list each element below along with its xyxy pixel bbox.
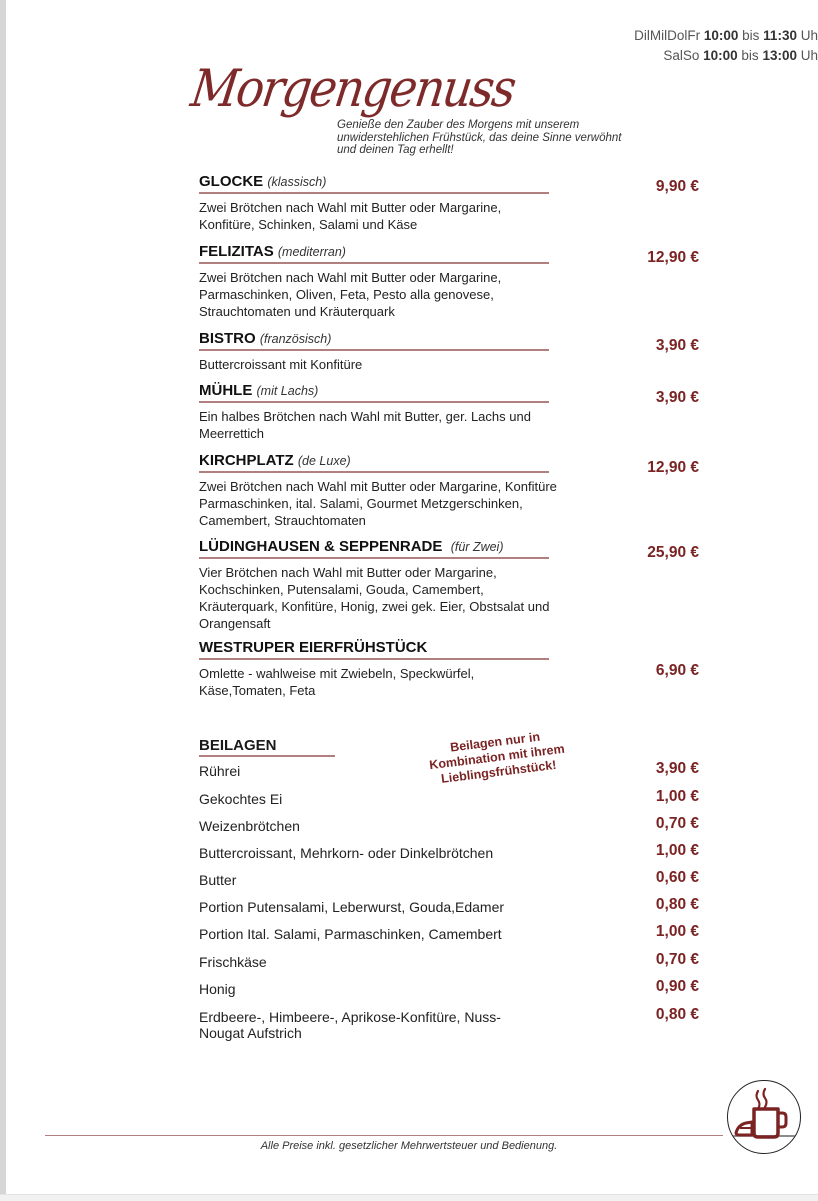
side-item <box>199 951 699 970</box>
side-item-name: Butter <box>199 872 237 888</box>
menu-item <box>199 243 699 320</box>
hours-weekend <box>634 46 818 66</box>
page-title: Morgengenuss <box>187 58 519 119</box>
menu-item-header <box>199 243 549 264</box>
time-to: 13:00 <box>762 48 797 63</box>
side-item-name: Frischkäse <box>199 954 267 970</box>
menu-item-header <box>199 173 549 194</box>
menu-item-subtitle: (französisch) <box>259 332 332 346</box>
menu-item-header <box>199 382 549 403</box>
menu-item-price: 9,90 € <box>655 178 699 195</box>
menu-item-price: 12,90 € <box>647 249 699 266</box>
side-item-price: 0,80 € <box>655 1006 699 1023</box>
side-item <box>199 978 699 997</box>
menu-item-description: Vier Brötchen nach Wahl mit Butter oder Margarine, Kochschinken, Putensalami, Gouda, Camembert, Kräuterquark, Konfitüre, Honig, zwei gek. Eier, Obstsalat und Orangensaft <box>199 565 550 631</box>
time-unit: Uh <box>800 48 818 63</box>
footer-note: Alle Preise inkl. gesetzlicher Mehrwertsteuer und Bedienung. <box>260 1140 558 1152</box>
side-item <box>199 1006 699 1041</box>
side-item <box>199 923 699 942</box>
side-item <box>199 815 699 834</box>
hours-weekdays <box>634 26 818 46</box>
side-item-price: 1,00 € <box>655 923 699 940</box>
side-item <box>199 760 699 779</box>
time-from: 10:00 <box>703 28 739 43</box>
menu-item-subtitle: (de Luxe) <box>297 454 351 468</box>
side-item-name: Rührei <box>199 763 241 779</box>
side-item <box>199 869 699 888</box>
menu-item-header <box>199 330 549 351</box>
menu-item-description: Omlette - wahlweise mit Zwiebeln, Speckwürfel, Käse,Tomaten, Feta <box>199 666 475 698</box>
menu-item-name: LÜDINGHAUSEN & SEPPENRADE <box>199 538 443 555</box>
menu-item-subtitle: (mediterran) <box>277 245 346 259</box>
menu-item-price: 12,90 € <box>647 459 699 476</box>
menu-item-price: 6,90 € <box>655 662 699 679</box>
time-unit: Uh <box>800 28 818 43</box>
menu-item-name: GLOCKE <box>199 173 264 190</box>
menu-item-header <box>199 538 549 559</box>
side-item-name: Erdbeere-, Himbeere-, Aprikose-Konfitüre, Nuss-Nougat Aufstrich <box>199 1009 501 1041</box>
menu-item <box>199 639 699 699</box>
time-from: 10:00 <box>703 48 738 63</box>
side-item-price: 1,00 € <box>655 788 699 805</box>
menu-item-header <box>199 639 549 660</box>
days-label: SalSo <box>663 48 700 63</box>
side-item-name: Portion Putensalami, Leberwurst, Gouda,Edamer <box>199 899 505 915</box>
side-item-name: Gekochtes Ei <box>199 791 283 807</box>
footer-divider <box>45 1135 723 1136</box>
side-item-name: Weizenbrötchen <box>199 818 300 834</box>
menu-item-name: MÜHLE <box>199 382 253 399</box>
menu-item-subtitle: (klassisch) <box>267 175 327 189</box>
side-item <box>199 896 699 915</box>
sides-heading: BEILAGEN <box>199 737 335 757</box>
days-label: DilMilDolFr <box>634 28 701 43</box>
menu-item <box>199 382 699 442</box>
menu-item-price: 25,90 € <box>647 544 699 561</box>
sides-note-stamp: Beilagen nur in Kombination mit ihrem Lieblingsfrühstück! <box>428 729 566 786</box>
menu-item <box>199 330 699 373</box>
menu-item-description: Ein halbes Brötchen nach Wahl mit Butter, ger. Lachs und Meerrettich <box>199 409 531 441</box>
side-item-name: Honig <box>199 981 236 997</box>
tagline: Genieße den Zauber des Morgens mit unserem unwiderstehlichen Frühstück, das deine Sinne verwöhnt und deinen Tag erhellt! <box>337 119 622 156</box>
left-page-edge <box>0 0 6 1200</box>
menu-item-description: Zwei Brötchen nach Wahl mit Butter oder Margarine, Konfitüre, Schinken, Salami und Käse <box>199 200 502 232</box>
side-item-price: 0,60 € <box>655 869 699 886</box>
menu-item-name: FELIZITAS <box>199 243 274 260</box>
side-item-name: Portion Ital. Salami, Parmaschinken, Camembert <box>199 926 502 942</box>
side-item-price: 0,90 € <box>655 978 699 995</box>
side-item-price: 0,70 € <box>655 951 699 968</box>
opening-hours <box>634 26 818 66</box>
side-item <box>199 842 699 861</box>
side-item-price: 3,90 € <box>655 760 699 777</box>
menu-item-name: KIRCHPLATZ <box>199 452 294 469</box>
menu-item-subtitle: (mit Lachs) <box>256 384 319 398</box>
side-item-name: Buttercroissant, Mehrkorn- oder Dinkelbrötchen <box>199 845 494 861</box>
menu-item-description: Buttercroissant mit Konfitüre <box>199 357 363 372</box>
menu-item-header <box>199 452 549 473</box>
menu-item-price: 3,90 € <box>655 337 699 354</box>
menu-item <box>199 452 699 529</box>
menu-item-price: 3,90 € <box>655 389 699 406</box>
menu-item <box>199 173 699 233</box>
side-item-price: 1,00 € <box>655 842 699 859</box>
side-item-price: 0,80 € <box>655 896 699 913</box>
menu-item-description: Zwei Brötchen nach Wahl mit Butter oder Margarine, Konfitüre Parmaschinken, ital. Salami, Gourmet Metzgerschinken, Camembert, Strauchtomaten <box>199 479 557 528</box>
menu-item-name: WESTRUPER EIERFRÜHSTÜCK <box>199 639 428 656</box>
time-to: 11:30 <box>763 28 797 43</box>
side-item-price: 0,70 € <box>655 815 699 832</box>
menu-item <box>199 538 699 632</box>
side-item <box>199 788 699 807</box>
time-sep: bis <box>741 48 759 63</box>
menu-item-subtitle: (für Zwei) <box>450 540 504 554</box>
menu-item-description: Zwei Brötchen nach Wahl mit Butter oder Margarine, Parmaschinken, Oliven, Feta, Pesto alla genovese, Strauchtomaten und Kräuterquark <box>199 270 502 319</box>
time-sep: bis <box>742 28 760 43</box>
menu-item-name: BISTRO <box>199 330 256 347</box>
